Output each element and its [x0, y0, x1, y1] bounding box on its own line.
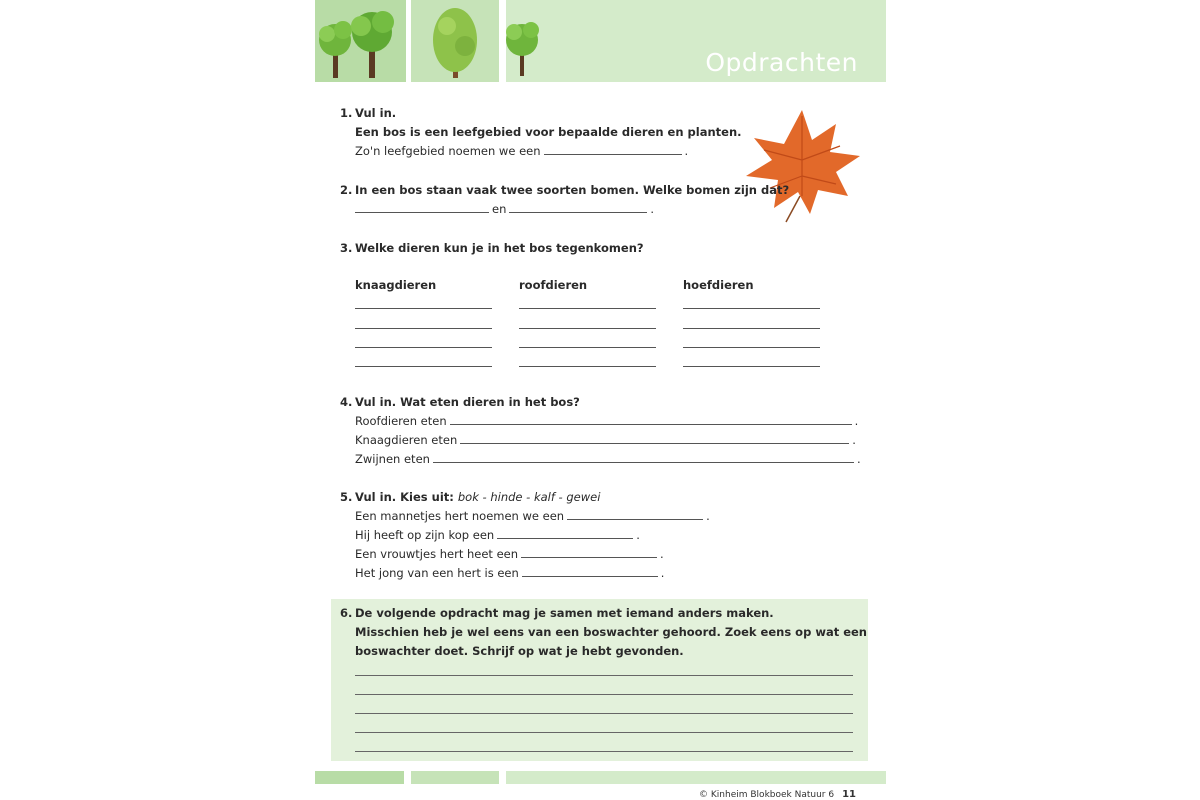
tree-illustration-icon: [506, 0, 566, 82]
question-prompt: [355, 200, 789, 219]
answer-line[interactable]: [522, 575, 658, 577]
question-number: 5.: [340, 490, 353, 504]
column-header: hoefdieren: [683, 278, 754, 292]
page-footer: [699, 789, 856, 800]
question-instruction: Vul in.: [355, 106, 397, 120]
question-prompt: [355, 545, 710, 564]
answer-line[interactable]: [521, 556, 657, 558]
answer-line[interactable]: [509, 211, 647, 213]
group-task-box: [331, 599, 868, 761]
answer-line[interactable]: [355, 347, 492, 348]
answer-line[interactable]: [355, 732, 853, 733]
prompt-text: Hij heeft op zijn kop een: [355, 528, 495, 542]
period-text: .: [854, 414, 859, 428]
footer-band-2: [411, 771, 499, 784]
answer-line[interactable]: [355, 675, 853, 676]
page-title: Opdrachten: [705, 48, 858, 77]
prompt-text: Zwijnen eten: [355, 452, 430, 466]
page-number: 11: [842, 789, 856, 800]
tree-illustration-icon: [411, 0, 499, 82]
answer-line[interactable]: [355, 328, 492, 329]
period-text: .: [636, 528, 640, 542]
question-text: Vul in. Wat eten dieren in het bos?: [355, 395, 580, 409]
question-number: 4.: [340, 395, 353, 409]
question-text: De volgende opdracht mag je samen met iemand anders maken.: [355, 606, 774, 620]
question-prompt: [355, 412, 861, 431]
prompt-text: Roofdieren eten: [355, 414, 447, 428]
answer-line[interactable]: [519, 328, 656, 329]
worksheet-page: [315, 0, 886, 800]
answer-line[interactable]: [355, 751, 853, 752]
prompt-text: Het jong van een hert is een: [355, 566, 519, 580]
answer-line[interactable]: [355, 713, 853, 714]
question-text: Welke dieren kun je in het bos tegenkomen?: [355, 241, 644, 255]
question-6: [340, 604, 867, 661]
question-number: 3.: [340, 241, 353, 255]
question-prompt: [355, 526, 710, 545]
tree-illustration-icon: [315, 0, 406, 82]
answer-line[interactable]: [355, 366, 492, 367]
question-text: In een bos staan vaak twee soorten bomen. Welke bomen zijn dat?: [355, 183, 790, 197]
answer-line[interactable]: [519, 347, 656, 348]
answer-line[interactable]: [433, 461, 854, 463]
prompt-text: Knaagdieren eten: [355, 433, 458, 447]
question-4: [340, 393, 861, 469]
question-instruction: [355, 488, 710, 507]
answer-line[interactable]: [519, 366, 656, 367]
answer-line[interactable]: [683, 328, 820, 329]
question-prompt: [355, 507, 710, 526]
period-text: .: [660, 547, 664, 561]
question-number: 2.: [340, 183, 353, 197]
answer-line[interactable]: [567, 518, 703, 520]
period-text: .: [852, 433, 856, 447]
header-band-2: [411, 0, 499, 82]
period-text: .: [650, 202, 655, 216]
period-text: .: [706, 509, 710, 523]
period-text: .: [684, 144, 689, 158]
answer-line[interactable]: [355, 694, 853, 695]
prompt-text: Een vrouwtjes hert heet een: [355, 547, 519, 561]
answer-line[interactable]: [460, 442, 849, 444]
period-text: .: [856, 452, 861, 466]
choice-list: bok - hinde - kalf - gewei: [457, 490, 601, 504]
answer-line[interactable]: [519, 308, 656, 309]
footer-band-1: [315, 771, 404, 784]
footer-band-3: [506, 771, 886, 784]
answer-line[interactable]: [683, 347, 820, 348]
column-knaagdieren: [355, 278, 495, 292]
question-prompt: [355, 564, 710, 583]
column-roofdieren: [519, 278, 659, 292]
column-header: roofdieren: [519, 278, 588, 292]
answer-line[interactable]: [450, 423, 852, 425]
question-prompt: [355, 450, 861, 469]
question-2: [340, 181, 789, 219]
question-number: 1.: [340, 106, 353, 120]
prompt-text: Zo'n leefgebied noemen we een: [355, 144, 541, 158]
question-text: Misschien heb je wel eens van een boswachter gehoord. Zoek eens op wat een: [355, 625, 867, 639]
answer-line[interactable]: [544, 153, 682, 155]
question-1: [340, 104, 742, 161]
question-prompt: [355, 431, 861, 450]
question-text: Een bos is een leefgebied voor bepaalde dieren en planten.: [355, 125, 742, 139]
question-5: [340, 488, 710, 583]
question-3: [340, 239, 644, 258]
answer-line[interactable]: [683, 366, 820, 367]
column-hoefdieren: [683, 278, 823, 292]
copyright-text: © Kinheim Blokboek Natuur 6: [699, 790, 835, 800]
answer-line[interactable]: [683, 308, 820, 309]
question-text: boswachter doet. Schrijf op wat je hebt gevonden.: [355, 644, 684, 658]
answer-line[interactable]: [355, 308, 492, 309]
question-number: 6.: [340, 606, 353, 620]
question-prompt: [355, 142, 742, 161]
prompt-text: Een mannetjes hert noemen we een: [355, 509, 565, 523]
column-header: knaagdieren: [355, 278, 437, 292]
header-band-3: [506, 0, 886, 82]
instruction-text: Vul in. Kies uit:: [355, 490, 454, 504]
period-text: .: [660, 566, 665, 580]
conjunction-text: en: [492, 202, 507, 216]
answer-line[interactable]: [355, 211, 489, 213]
header-band-1: [315, 0, 406, 82]
answer-line[interactable]: [497, 537, 633, 539]
